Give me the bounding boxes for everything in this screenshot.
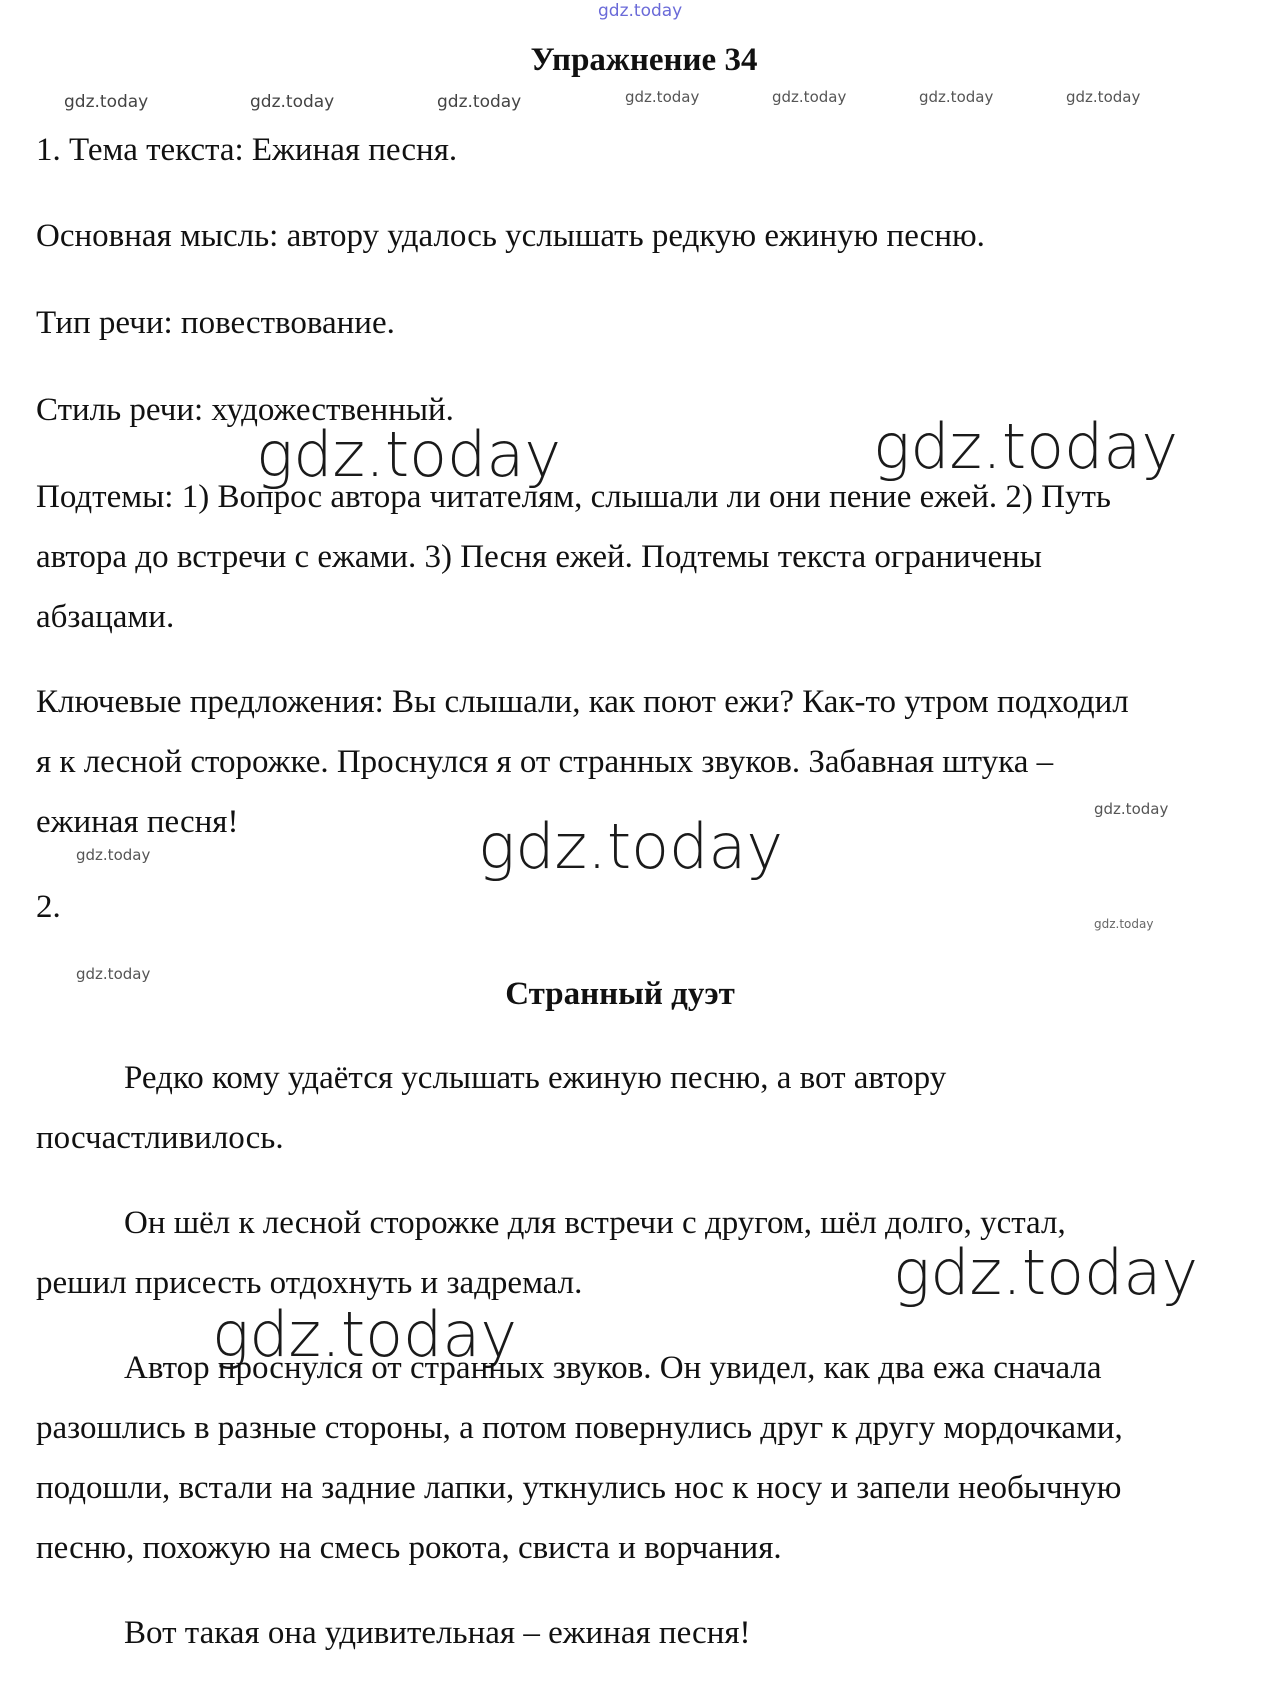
text-theme: 1. Тема текста: Ежиная песня. — [36, 132, 458, 168]
watermark-tiny: gdz.today — [76, 965, 151, 983]
watermark-large: gdz.today — [212, 1298, 518, 1371]
watermark-top: gdz.today — [598, 1, 683, 21]
watermark-tiny: gdz.today — [1094, 800, 1169, 818]
watermark-large: gdz.today — [478, 810, 784, 883]
paragraph-line: Он шёл к лесной сторожке для встречи с другом, шёл долго, устал, — [124, 1205, 1066, 1241]
text-subthemes-line: Подтемы: 1) Вопрос автора читателям, слышали ли они пение ежей. 2) Путь — [36, 479, 1111, 515]
watermark-large: gdz.today — [256, 418, 562, 491]
paragraph-line: Редко кому удаётся услышать ежиную песню, а вот автору — [124, 1060, 947, 1096]
watermark-tiny: gdz.today — [76, 846, 151, 864]
watermark-small: gdz.today — [437, 92, 522, 112]
watermark-large: gdz.today — [873, 410, 1179, 483]
text-main-idea: Основная мысль: автору удалось услышать редкую ежиную песню. — [36, 218, 985, 254]
watermark-small: gdz.today — [250, 92, 335, 112]
paragraph-line: разошлись в разные стороны, а потом повернулись друг к другу мордочками, — [36, 1410, 1123, 1446]
text-speech-type: Тип речи: повествование. — [36, 305, 395, 341]
section-number: 2. — [36, 889, 61, 925]
text-key-sentences-line: ежиная песня! — [36, 804, 239, 840]
watermark-small: gdz.today — [64, 92, 149, 112]
watermark-micro: gdz.today — [1094, 917, 1154, 931]
watermark-tiny: gdz.today — [1066, 88, 1141, 106]
paragraph-line: решил присесть отдохнуть и задремал. — [36, 1265, 583, 1301]
text-key-sentences-line: я к лесной сторожке. Проснулся я от странных звуков. Забавная штука – — [36, 744, 1054, 780]
paragraph-line: Автор проснулся от странных звуков. Он увидел, как два ежа сначала — [124, 1350, 1102, 1386]
text-speech-style: Стиль речи: художественный. — [36, 392, 454, 428]
paragraph-line: подошли, встали на задние лапки, уткнулись нос к носу и запели необычную — [36, 1470, 1122, 1506]
story-title: Странный дуэт — [505, 976, 735, 1012]
page-title: Упражнение 34 — [530, 42, 758, 78]
text-subthemes-line: абзацами. — [36, 599, 175, 635]
text-subthemes-line: автора до встречи с ежами. 3) Песня ежей. Подтемы текста ограничены — [36, 539, 1042, 575]
paragraph-line: песню, похожую на смесь рокота, свиста и ворчания. — [36, 1530, 782, 1566]
watermark-tiny: gdz.today — [625, 88, 700, 106]
watermark-tiny: gdz.today — [772, 88, 847, 106]
paragraph-line: посчастливилось. — [36, 1120, 284, 1156]
watermark-large: gdz.today — [893, 1236, 1199, 1309]
paragraph-line: Вот такая она удивительная – ежиная песня! — [124, 1615, 751, 1651]
text-key-sentences-line: Ключевые предложения: Вы слышали, как поют ежи? Как-то утром подходил — [36, 684, 1129, 720]
watermark-tiny: gdz.today — [919, 88, 994, 106]
